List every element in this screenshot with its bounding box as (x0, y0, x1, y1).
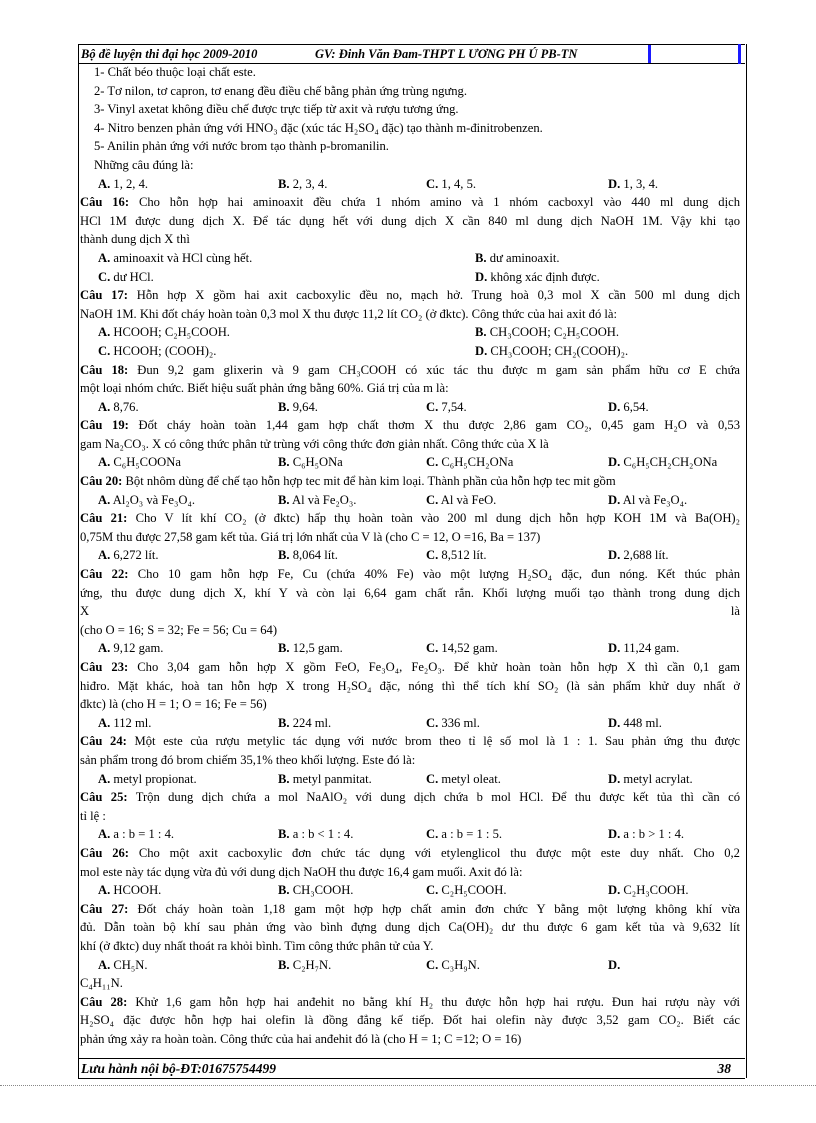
question-line (80, 695, 740, 714)
option-b: B. 9,64. (278, 399, 318, 414)
question-number: Câu 25: (80, 790, 128, 805)
option-a: A. 1, 2, 4. (98, 176, 149, 191)
option-c: C. 7,54. (426, 399, 467, 414)
option-d: D. metyl acrylat. (608, 771, 693, 786)
page-number: 38 (717, 1061, 731, 1076)
question-text: tỉ lệ : (80, 808, 106, 823)
question-text: đktc) là (cho H = 1; O = 16; Fe = 56) (80, 697, 267, 712)
question-text: X là (80, 604, 740, 619)
question-line (80, 602, 740, 621)
question-text: Cho một axit cacboxylic đơn chức tác dụng với etylenglicol thu được một este duy nhất. Cho 0,2 (138, 845, 740, 860)
question-text: Bột nhôm dùng để chế tạo hỗn hợp tec mit để hàn kim loại. Thành phần của hỗn hợp tec mit gồm (125, 474, 616, 489)
option-a: A. 112 ml. (98, 715, 152, 730)
question-text: (cho O = 16; S = 32; Fe = 56; Cu = 64) (80, 622, 278, 637)
option-c: C. C₂H₅COOH. (426, 883, 507, 898)
option-c: C. dư HCl. (98, 269, 154, 284)
option-a: A. CH₅N. (98, 957, 148, 972)
option-d: D. CH₃COOH; CH₂(COOH)₂. (475, 343, 629, 358)
question-number: Câu 19: (80, 418, 129, 433)
option-c: C. a : b = 1 : 5. (426, 827, 503, 842)
option-d: D. 448 ml. (608, 715, 662, 730)
question-line-first (80, 361, 740, 380)
question-number: Câu 23: (80, 660, 129, 674)
question-number: Câu 22: (80, 567, 129, 582)
question-number: Câu 24: (80, 734, 127, 749)
question-text: Một este của rượu metylic tác dụng với nước brom theo tỉ lệ số mol là 1 : 1. Sau phản ứng thu được (134, 734, 740, 749)
question-line (80, 230, 740, 249)
question-line (80, 1011, 740, 1030)
answer-options (80, 323, 740, 342)
question-line-first (80, 565, 740, 584)
question-line-first (80, 416, 740, 435)
question-line-first (80, 286, 740, 305)
option-b: B. a : b < 1 : 4. (278, 827, 354, 842)
option-b: B. dư aminoaxit. (475, 250, 560, 265)
answer-options (80, 546, 740, 565)
question-line (80, 918, 740, 937)
answer-options (80, 249, 740, 268)
question-number: Câu 17: (80, 288, 128, 303)
document-body (80, 63, 740, 1048)
question-text: khí (ở đktc) duy nhất thoát ra khỏi bình. Tìm công thức phân tử của Y. (80, 938, 434, 953)
option-c: C. 1, 4, 5. (426, 176, 477, 191)
answer-options (80, 398, 740, 417)
bottom-separator (0, 1085, 816, 1089)
question-text: hiđro. Mặt khác, hoà tan hỗn hợp X trong H₂SO₄ đặc, nóng thì thể tích khí SO₂ (là sản phẩm khử duy nhất ở (80, 678, 740, 693)
option-b: B. CH₃COOH. (278, 883, 354, 898)
option-b: B. C₆H₅ONa (278, 455, 343, 470)
question-line (80, 584, 740, 603)
question-line (80, 863, 740, 882)
question-line-first (80, 844, 740, 863)
answer-options (80, 881, 740, 900)
question-number: Câu 20: (80, 474, 123, 489)
header-title: Bộ đề luyện thi đại học 2009-2010 (81, 47, 258, 61)
option-d-overflow: C₄H₁₁N. (80, 976, 123, 991)
question-line (80, 751, 740, 770)
statement-4: 4- Nitro benzen phản ứng với HNO₃ đặc (xúc tác H₂SO₄ đặc) tạo thành m-đinitrobenzen. (94, 120, 543, 135)
question-line (80, 621, 740, 640)
option-d: D. (608, 957, 621, 972)
question-number: Câu 21: (80, 511, 128, 526)
option-d: D. Al và Fe₃O₄. (608, 492, 688, 507)
option-b: B. CH₃COOH; C₂H₅COOH. (475, 325, 620, 340)
question-text: Cho 10 gam hỗn hợp Fe, Cu (chứa 40% Fe) vào một lượng H₂SO₄ đặc, đun nóng. Kết thúc phản (137, 567, 740, 582)
option-b: B. 2, 3, 4. (278, 176, 328, 191)
answer-options (80, 956, 740, 975)
answer-options (80, 825, 740, 844)
question-line (80, 1030, 740, 1049)
question-line-first (80, 193, 740, 212)
question-line-first (80, 658, 740, 677)
option-c: C. 8,512 lít. (426, 548, 487, 563)
option-b: B. 224 ml. (278, 715, 332, 730)
question-line (80, 528, 740, 547)
option-b: B. 12,5 gam. (278, 641, 343, 656)
question-text: H₂SO₄ đặc được hỗn hợp hai olefin là đồng đẳng kế tiếp. Đốt hai olefin này được 3,52 gam CO₂. Biết các (80, 1013, 740, 1028)
question-line-first (80, 900, 740, 919)
question-line-first (80, 509, 740, 528)
question-line-first (80, 472, 740, 491)
option-a: A. aminoaxit và HCl cùng hết. (98, 250, 253, 265)
question-line (80, 212, 740, 231)
option-c: C. metyl oleat. (426, 771, 501, 786)
question-line-first (80, 788, 740, 807)
answer-options (80, 268, 740, 287)
option-c: C. 14,52 gam. (426, 641, 498, 656)
option-a: A. C₆H₅COONa (98, 455, 181, 470)
question-line (80, 937, 740, 956)
question-number: Câu 26: (80, 845, 129, 860)
answer-options (80, 342, 740, 361)
intro-options (80, 175, 740, 194)
option-d: D. C₆H₅CH₂CH₂ONa (608, 455, 718, 470)
question-line-first (80, 732, 740, 751)
option-c: C. HCOOH; (COOH)₂. (98, 343, 217, 358)
question-text: gam Na₂CO₃. X có công thức phân tử trùng với công thức đơn giản nhất. Công thức của X là (80, 436, 549, 451)
question-line (80, 807, 740, 826)
question-text: Đun 9,2 gam glixerin và 9 gam CH₃COOH có xúc tác thu được m gam sản phẩm hữu cơ E chứa (137, 362, 740, 377)
option-a: A. Al₂O₃ và Fe₃O₄. (98, 492, 195, 507)
option-d: D. 2,688 lít. (608, 548, 669, 563)
option-d: D. 11,24 gam. (608, 641, 680, 656)
option-d: D. a : b > 1 : 4. (608, 827, 685, 842)
option-a: A. 9,12 gam. (98, 641, 164, 656)
option-c: C. C₃H₉N. (426, 957, 480, 972)
option-c: C. 336 ml. (426, 715, 480, 730)
option-c: C. Al và FeO. (426, 492, 497, 507)
question-line (80, 677, 740, 696)
answer-options (80, 639, 740, 658)
statement-3: 3- Vinyl axetat không điều chế được trực tiếp từ axit và rượu tương ứng. (94, 102, 459, 117)
question-text: sản phẩm trong đó brom chiếm 35,1% theo khối lượng. Este đó là: (80, 752, 416, 767)
footer-note: Lưu hành nội bộ-ĐT:01675754499 (81, 1061, 276, 1076)
question-text: phản ứng xảy ra hoàn toàn. Công thức của hai anđehit đó là (cho H = 1; C =12; O = 16) (80, 1031, 522, 1046)
question-line-first (80, 993, 740, 1012)
option-d: D. không xác định được. (475, 269, 600, 284)
question-text: một loại nhóm chức. Biết hiệu suất phản ứng bằng 60%. Giá trị của m là: (80, 381, 449, 396)
option-a: A. metyl propionat. (98, 771, 197, 786)
option-b: B. 8,064 lít. (278, 548, 338, 563)
question-number: Câu 27: (80, 901, 129, 916)
statement-question: Những câu đúng là: (94, 157, 194, 172)
answer-options (80, 714, 740, 733)
question-text: thành dung dịch X thì (80, 232, 190, 247)
statement-2: 2- Tơ nilon, tơ capron, tơ enang đều điều chế bằng phản ứng trùng ngưng. (94, 83, 467, 98)
option-a: A. HCOOH; C₂H₅COOH. (98, 325, 230, 340)
option-b: B. metyl panmitat. (278, 771, 372, 786)
question-line (80, 305, 740, 324)
option-d: D. 1, 3, 4. (608, 176, 659, 191)
option-a: A. HCOOH. (98, 883, 162, 898)
question-text: đủ. Dẫn toàn bộ khí sau phản ứng vào bình đựng dung dịch Ca(OH)₂ dư thu được 6 gam kết tủa và 9,632 lít (80, 920, 740, 935)
question-text: Đốt cháy hoàn toàn 1,18 gam một hợp hợp chất amin đơn chức Y bằng một lượng không khí vừa (137, 901, 740, 916)
question-number: Câu 28: (80, 994, 128, 1009)
option-c: C. C₆H₅CH₂ONa (426, 455, 514, 470)
question-text: ứng, thu được dung dịch X, khí Y và còn lại 6,64 gam chất rắn. Khối lượng muối tạo thành trong dung dịch (80, 585, 740, 600)
page-footer (78, 1058, 745, 1079)
question-text: Hỗn hợp X gồm hai axit cacboxylic đều no, mạch hở. Trung hoà 0,3 mol X cần 500 ml dung dịch (136, 288, 740, 303)
question-number: Câu 18: (80, 362, 129, 377)
question-text: Khử 1,6 gam hỗn hợp hai anđehit no bằng khí H₂ thu được hỗn hợp hai rượu. Đun hai rượu này với (135, 994, 740, 1009)
option-d: D. C₂H₃COOH. (608, 883, 689, 898)
question-text: 0,75M thu được 27,58 gam kết tủa. Giá trị lớn nhất của V là (cho C = 12, O =16, Ba = 137) (80, 529, 541, 544)
answer-options (80, 453, 740, 472)
question-text: Cho 3,04 gam hỗn hợp X gồm FeO, Fe₃O₄, Fe₂O₃. Để khử hoàn toàn hỗn hợp X thì cần 0,1 gam (137, 660, 740, 674)
question-text: Trộn dung dịch chứa a mol NaAlO₂ với dung dịch chứa b mol HCl. Để thu được kết tủa thì cần có (135, 790, 740, 805)
question-text: Cho hỗn hợp hai aminoaxit đều chứa 1 nhóm amino và 1 nhóm cacboxyl vào 440 ml dung dịch (138, 195, 740, 210)
answer-options (80, 491, 740, 510)
option-d: D. 6,54. (608, 399, 649, 414)
option-a: A. a : b = 1 : 4. (98, 827, 175, 842)
answer-options (80, 770, 740, 789)
question-line (80, 435, 740, 454)
questions-list (80, 193, 740, 1048)
statement-5: 5- Anilin phản ứng với nước brom tạo thành p-bromanilin. (94, 139, 389, 154)
option-a: A. 6,272 lít. (98, 548, 159, 563)
option-b: B. C₂H₇N. (278, 957, 332, 972)
option-b: B. Al và Fe₂O₃. (278, 492, 357, 507)
question-text: Cho V lít khí CO₂ (ở đktc) hấp thụ hoàn toàn vào 200 ml dung dịch hỗn hợp KOH 1M và Ba(OH)₂ (135, 511, 740, 526)
option-a: A. 8,76. (98, 399, 139, 414)
question-text: Đốt cháy hoàn toàn 1,44 gam hợp chất thơm X thu được 2,86 gam CO₂, 0,45 gam H₂O và 0,53 (138, 418, 740, 433)
question-number: Câu 16: (80, 195, 130, 210)
question-text: NaOH 1M. Khi đốt cháy hoàn toàn 0,3 mol X thu được 11,2 lít CO₂ (ở đktc). Công thức của hai axit đó là: (80, 306, 618, 321)
header-author: GV: Đinh Văn Đam-THPT L ƯƠNG PH Ú PB-TN (315, 47, 578, 61)
statement-1: 1- Chất béo thuộc loại chất este. (94, 65, 256, 79)
question-text: HCl 1M được dung dịch X. Để tác dụng hết với dung dịch X cần 840 ml dung dịch NaOH 1M. Vậy khi tạo (80, 213, 740, 228)
question-text: mol este này tác dụng vừa đủ với dung dịch NaOH thu được 16,4 gam muối. Axit đó là: (80, 864, 523, 879)
question-line (80, 379, 740, 398)
